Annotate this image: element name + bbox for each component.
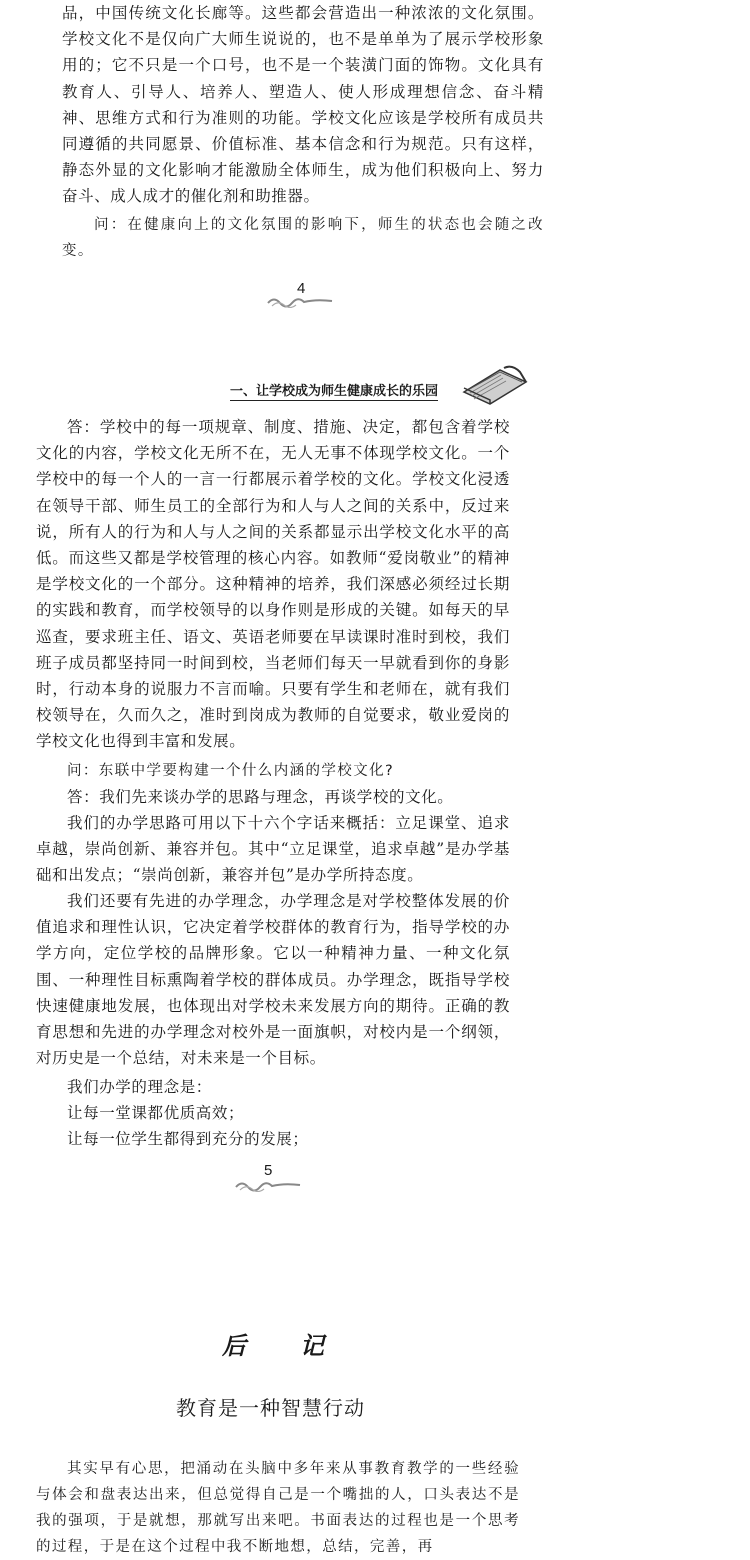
afterword-paragraph: 其实早有心思，把涌动在头脑中多年来从事教育教学的一些经验与体会和盘表达出来，但总觉得自己是一个嘴拙的人，口头表达不是我的强项，于是就想，那就写出来吧。书面表达的过程也是一个思考的过程，于是在这个过程中我不断地想，总结，完善，再 — [36, 1461, 520, 1555]
page-number: 4 — [297, 280, 306, 297]
page5-line-2: 让每一堂课都优质高效； — [67, 1104, 245, 1122]
running-header: 一、让学校成为师生健康成长的乐园 — [230, 380, 438, 401]
page-number: 5 — [264, 1162, 273, 1179]
page5-paragraph-2: 我们的办学思路可用以下十六个字话来概括：立足课堂、追求卓越，崇尚创新、兼容并包。其中“立足课堂，追求卓越”是办学基础和出发点；“崇尚创新，兼容并包”是办学所持态度。 — [36, 814, 510, 885]
afterword-title: 后 记 — [222, 1331, 326, 1360]
page-5 — [0, 360, 750, 1200]
page5-line-1: 我们办学的理念是： — [67, 1078, 212, 1096]
page4-question: 问：在健康向上的文化氛围的影响下，师生的状态也会随之改变。 — [62, 217, 544, 260]
page4-body-paragraph: 品，中国传统文化长廊等。这些都会营造出一种浓浓的文化氛围。学校文化不是仅向广大师生说说的，也不是单单为了展示学校形象用的；它不只是一个口号，也不是一个装潢门面的饰物。文化具有教育人、引导人、培养人、塑造人、使人形成理想信念、奋斗精神、思维方式和行为准则的功能。学校文化应该是学校所有成员共同遵循的共同愿景、价值标准、基本信念和行为规范。只有这样，静态外显的文化影响才能激励全体师生，成为他们积极向上、努力奋斗、成人成才的催化剂和助推器。 — [62, 4, 544, 206]
page5-question: 问：东联中学要构建一个什么内涵的学校文化? — [67, 763, 395, 779]
page-ornament-icon — [234, 1178, 304, 1192]
page5-paragraph-3: 我们还要有先进的办学理念，办学理念是对学校整体发展的价值追求和理性认识，它决定着学校群体的教育行为，指导学校的办学方向，定位学校的品牌形象。它以一种精神力量、一种文化氛围、一种理性目标熏陶着学校的群体成员。办学理念，既指导学校快速健康地发展，也体现出对学校未来发展方向的期待。正确的教育思想和先进的办学理念对校外是一面旗帜，对校内是一个纲领，对历史是一个总结，对未来是一个目标。 — [36, 892, 510, 1068]
afterword-subtitle: 教育是一种智慧行动 — [176, 1396, 365, 1420]
afterword-page — [0, 1310, 750, 1555]
page5-answer-intro: 答：我们先来谈办学的思路与理念，再谈学校的文化。 — [67, 788, 454, 806]
page-4 — [0, 0, 750, 300]
page5-answer-paragraph: 答：学校中的每一项规章、制度、措施、决定，都包含着学校文化的内容，学校文化无所不在，无人无事不体现学校文化。一个学校中的每一个人的一言一行都展示着学校的文化。学校文化浸透在领导干部、师生员工的全部行为和人与人之间的关系中，反过来说，所有人的行为和人与人之间的关系都显示出学校文化水平的高低。而这些又都是学校管理的核心内容。如教师“爱岗敬业”的精神是学校文化的一个部分。这种精神的培养，我们深感必须经过长期的实践和教育，而学校领导的以身作则是形成的关键。如每天的早巡查，要求班主任、语文、英语老师要在早读课时准时到校，我们班子成员都坚持同一时间到校，当老师们每天一早就看到你的身影时，行动本身的说服力不言而喻。只要有学生和老师在，就有我们校领导在，久而久之，准时到岗成为教师的自觉要求，敬业爱岗的学校文化也得到丰富和发展。 — [36, 418, 510, 751]
page5-line-3: 让每一位学生都得到充分的发展； — [67, 1130, 309, 1148]
book-icon — [460, 362, 530, 406]
